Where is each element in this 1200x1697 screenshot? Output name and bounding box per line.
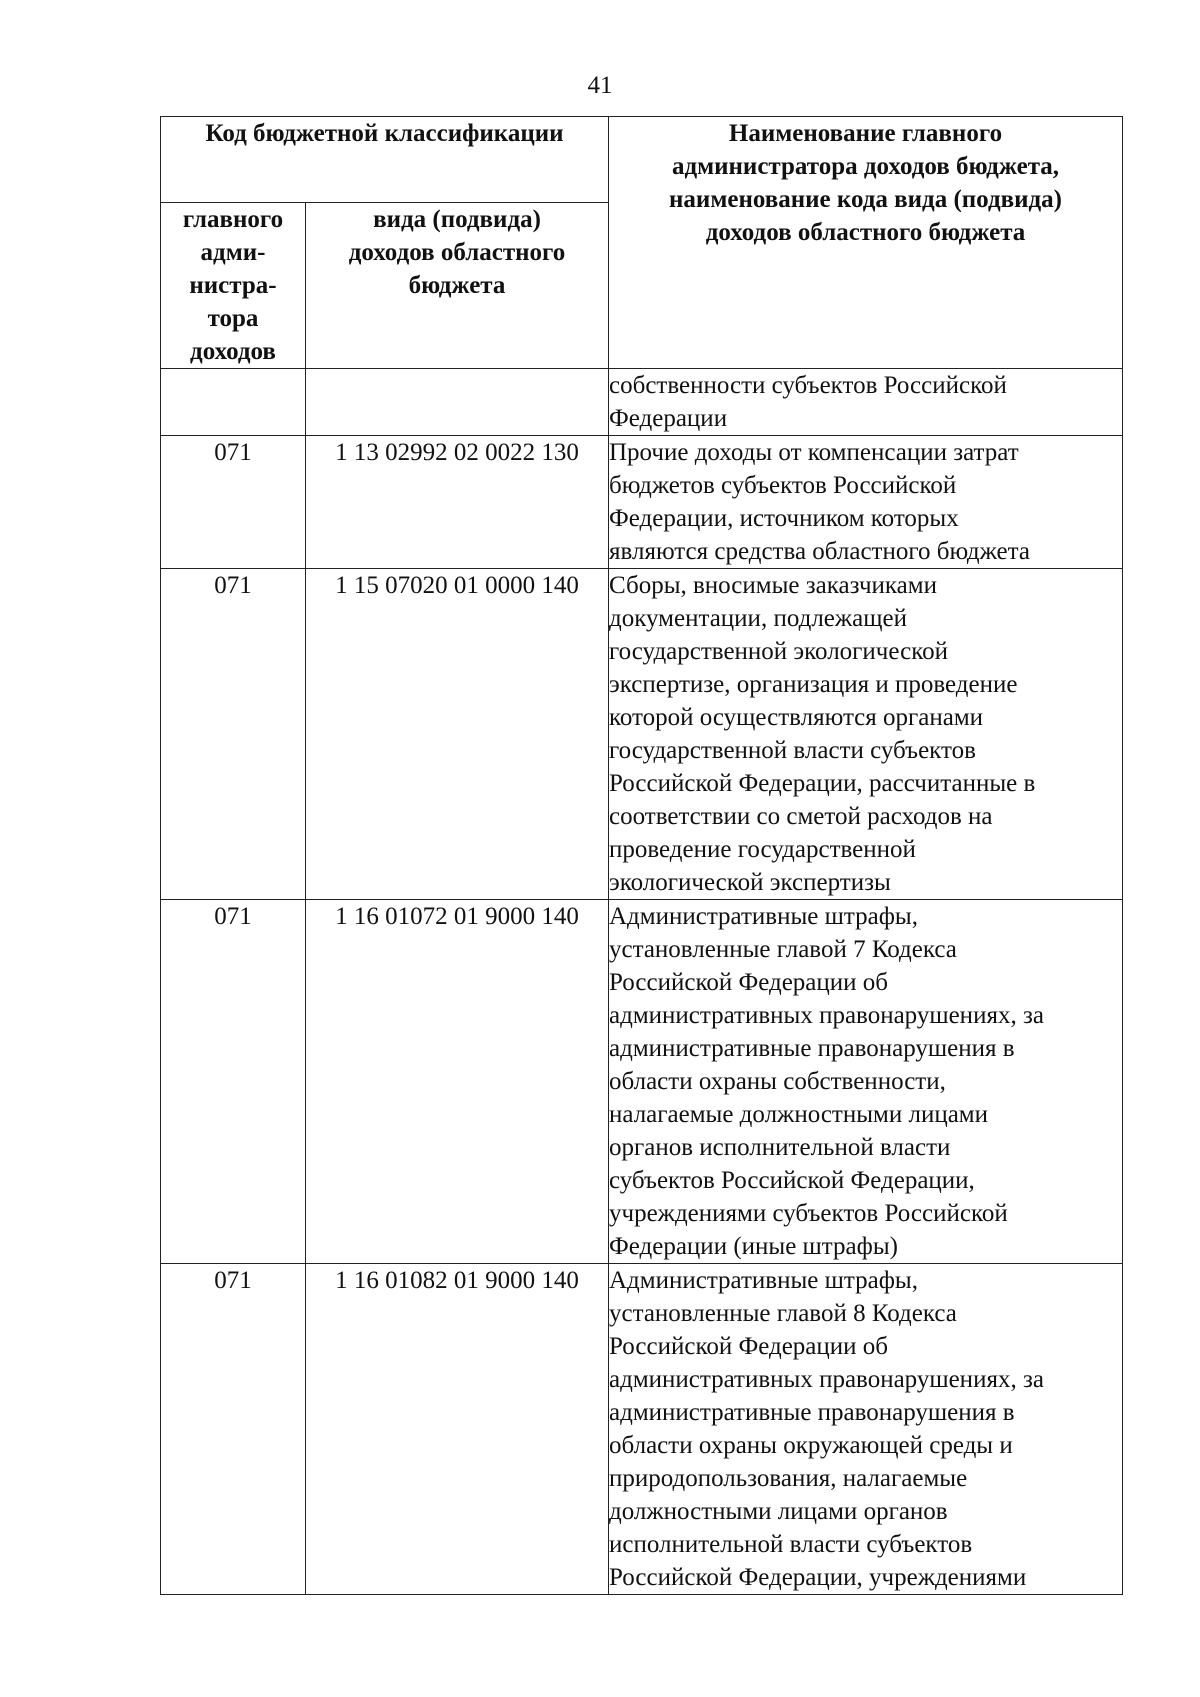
- text-line: экологической экспертизы: [609, 869, 891, 896]
- income-code-cell: 1 13 02992 02 0022 130: [306, 436, 609, 569]
- text-line: проведение государственной: [609, 836, 916, 863]
- header-budget-code-group: Код бюджетной классификации: [161, 117, 609, 203]
- income-name-cell: [609, 369, 1123, 436]
- table-row: [161, 436, 1123, 569]
- income-name-cell: [609, 1264, 1123, 1595]
- text-line: исполнительной власти субъектов: [609, 1531, 973, 1558]
- text-line: доходов областного: [348, 239, 566, 266]
- text-line: экспертизе, организация и проведение: [609, 671, 1018, 698]
- text-line: наименование кода вида (подвида): [669, 186, 1062, 213]
- text-line: нистра-: [189, 272, 277, 299]
- admin-code-cell: 071: [161, 436, 306, 569]
- header-income-type-column: [306, 203, 609, 369]
- text-line: документации, подлежащей: [609, 605, 907, 632]
- text-line: установленные главой 8 Кодекса: [609, 1300, 957, 1327]
- text-line: Российской Федерации об: [609, 1333, 888, 1360]
- table-row: [161, 1264, 1123, 1595]
- admin-code-cell: 071: [161, 1264, 306, 1595]
- text-line: должностными лицами органов: [609, 1498, 948, 1525]
- text-line: тора: [207, 305, 259, 332]
- text-line: Наименование главного: [728, 120, 1003, 147]
- text-line: административных правонарушениях, за: [609, 1002, 1044, 1029]
- table-row: [161, 900, 1123, 1264]
- text-line: Российской Федерации, рассчитанные в: [609, 770, 1036, 797]
- text-line: области охраны окружающей среды и: [609, 1432, 1013, 1459]
- text-line: являются средства областного бюджета: [609, 538, 1030, 565]
- income-code-cell: [306, 369, 609, 436]
- text-line: органов исполнительной власти: [609, 1134, 951, 1161]
- text-line: соответствии со сметой расходов на: [609, 803, 993, 830]
- text-line: доходов: [190, 338, 276, 365]
- income-name-cell: [609, 436, 1123, 569]
- text-line: субъектов Российской Федерации,: [609, 1167, 975, 1194]
- text-line: бюджета: [408, 272, 506, 299]
- budget-classification-table: [160, 116, 1123, 1595]
- header-admin-code-column: [161, 203, 306, 369]
- text-line: Федерации: [609, 405, 728, 432]
- text-line: налагаемые должностными лицами: [609, 1101, 988, 1128]
- text-line: административные правонарушения в: [609, 1035, 1015, 1062]
- text-line: доходов областного бюджета: [705, 219, 1026, 246]
- text-line: которой осуществляются органами: [609, 704, 984, 731]
- text-line: установленные главой 7 Кодекса: [609, 936, 957, 963]
- table-body: [161, 369, 1123, 1595]
- text-line: бюджетов субъектов Российской: [609, 472, 957, 499]
- text-line: вида (подвида): [373, 206, 541, 233]
- income-code-cell: 1 16 01072 01 9000 140: [306, 900, 609, 1264]
- text-line: адми-: [200, 239, 266, 266]
- text-line: административные правонарушения в: [609, 1399, 1015, 1426]
- income-code-cell: 1 15 07020 01 0000 140: [306, 569, 609, 900]
- text-line: Российской Федерации, учреждениями: [609, 1564, 1027, 1591]
- text-line: природопользования, налагаемые: [609, 1465, 968, 1492]
- text-line: администратора доходов бюджета,: [671, 153, 1060, 180]
- text-line: учреждениями субъектов Российской: [609, 1200, 1008, 1227]
- text-line: Федерации, источником которых: [609, 505, 959, 532]
- admin-code-cell: 071: [161, 569, 306, 900]
- admin-code-cell: [161, 369, 306, 436]
- text-line: государственной власти субъектов: [609, 737, 976, 764]
- table-row: [161, 369, 1123, 436]
- text-line: государственной экологической: [609, 638, 948, 665]
- text-line: главного: [182, 206, 284, 233]
- text-line: Сборы, вносимые заказчиками: [609, 572, 937, 599]
- header-name-column: [609, 117, 1123, 369]
- text-line: Прочие доходы от компенсации затрат: [609, 439, 1019, 466]
- income-name-cell: [609, 569, 1123, 900]
- text-line: Административные штрафы,: [609, 1267, 918, 1294]
- text-line: области охраны собственности,: [609, 1068, 946, 1095]
- text-line: административных правонарушениях, за: [609, 1366, 1044, 1393]
- text-line: Федерации (иные штрафы): [609, 1233, 898, 1260]
- income-name-cell: [609, 900, 1123, 1264]
- text-line: собственности субъектов Российской: [609, 372, 1007, 399]
- text-line: Российской Федерации об: [609, 969, 888, 996]
- page-number: 41: [587, 72, 613, 99]
- admin-code-cell: 071: [161, 900, 306, 1264]
- income-code-cell: 1 16 01082 01 9000 140: [306, 1264, 609, 1595]
- text-line: Административные штрафы,: [609, 903, 918, 930]
- table-row: [161, 569, 1123, 900]
